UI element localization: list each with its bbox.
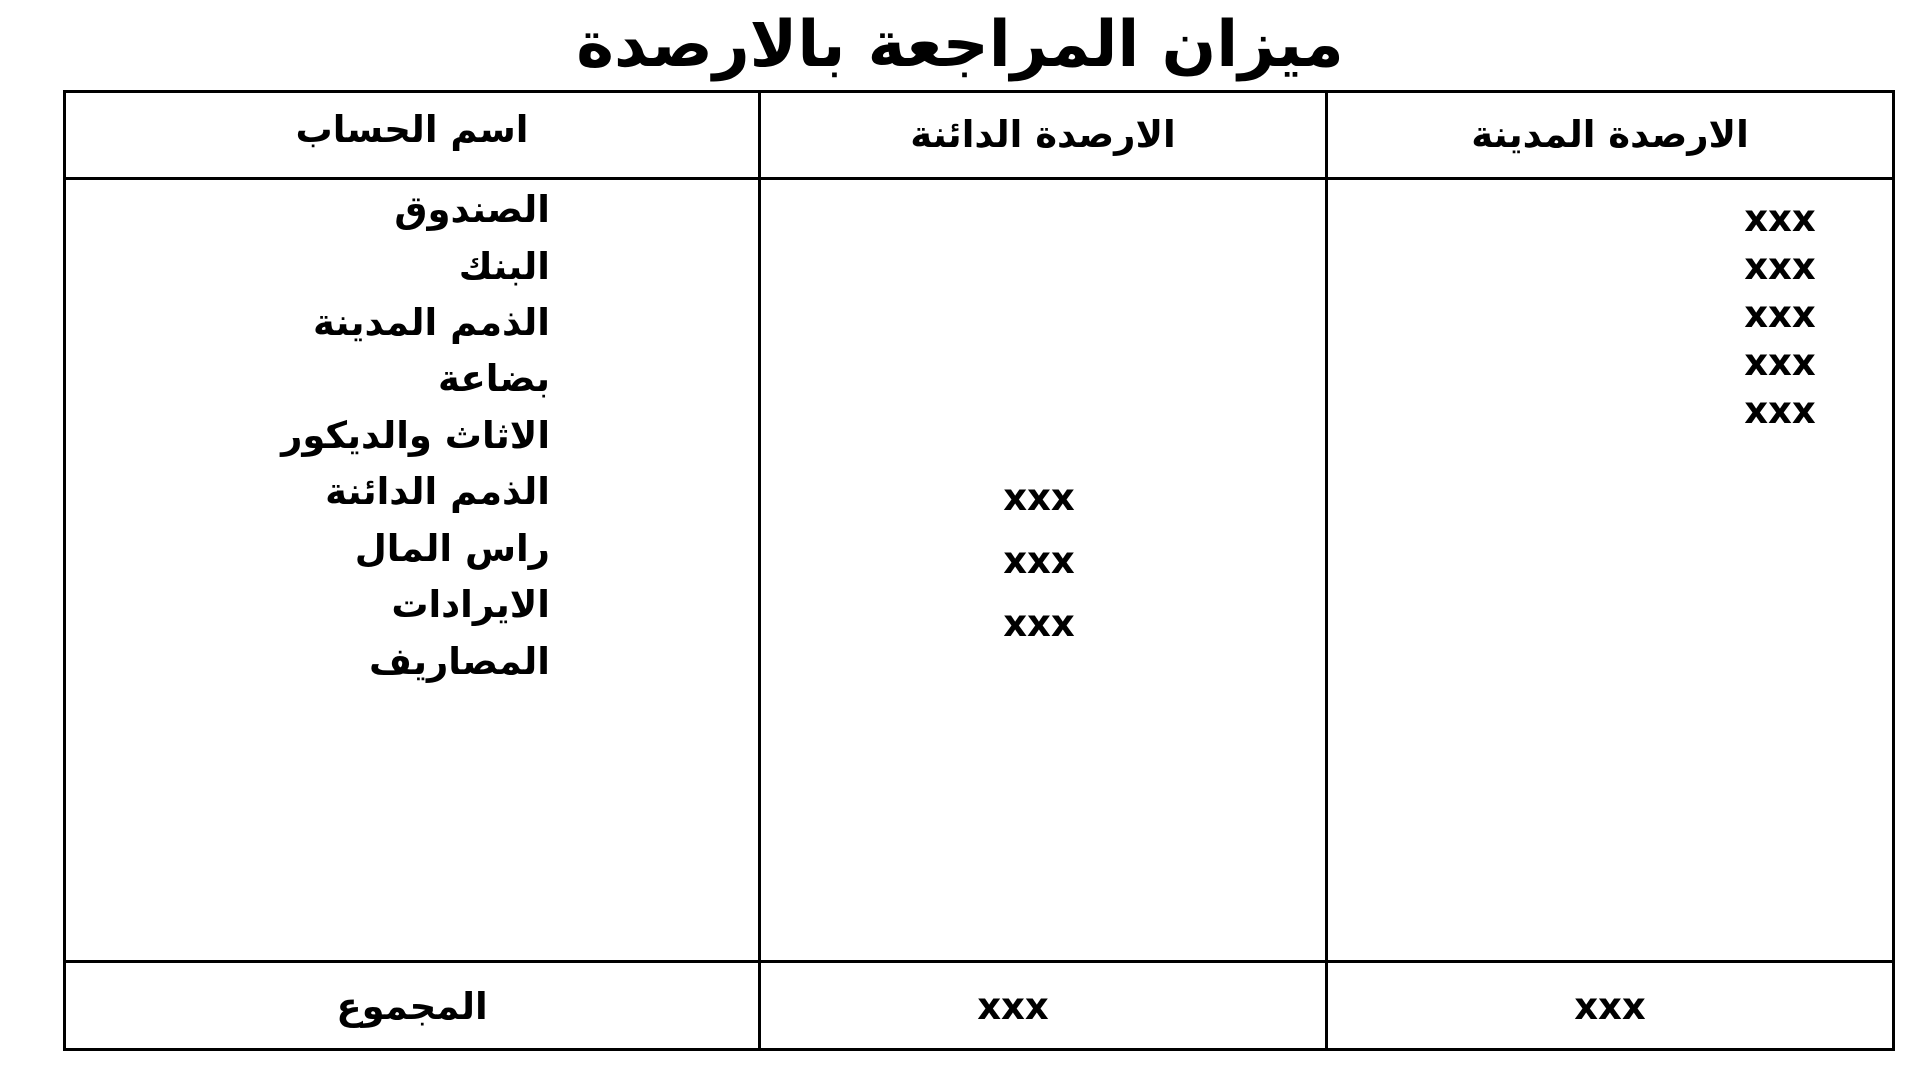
debit-value: xxx (1744, 389, 1816, 432)
account-cash: الصندوق (394, 188, 550, 231)
header-debit-balances: الارصدة المدينة (1471, 113, 1749, 156)
header-credit-balances: الارصدة الدائنة (910, 113, 1176, 156)
header-divider (63, 177, 1895, 180)
totals-label: المجموع (336, 985, 488, 1028)
column-divider-debit-credit (1325, 90, 1328, 1051)
total-credit: xxx (977, 985, 1049, 1028)
account-payables: الذمم الدائنة (325, 470, 550, 513)
credit-value: xxx (1003, 539, 1075, 582)
totals-divider (63, 960, 1895, 963)
account-capital: راس المال (354, 527, 550, 570)
account-revenues: الايرادات (391, 583, 550, 626)
account-receivables: الذمم المدينة (313, 301, 550, 344)
credit-value: xxx (1003, 602, 1075, 645)
account-inventory: بضاعة (438, 357, 550, 400)
debit-value: xxx (1744, 341, 1816, 384)
column-divider-credit-account (758, 90, 761, 1051)
account-expenses: المصاريف (369, 640, 550, 683)
total-debit: xxx (1574, 985, 1646, 1028)
credit-value: xxx (1003, 476, 1075, 519)
debit-value: xxx (1744, 197, 1816, 240)
header-account-name: اسم الحساب (295, 108, 529, 151)
account-bank: البنك (458, 245, 550, 288)
debit-value: xxx (1744, 245, 1816, 288)
page-title: ميزان المراجعة بالارصدة (576, 8, 1344, 82)
debit-value: xxx (1744, 293, 1816, 336)
account-furniture-decor: الاثاث والديكور (281, 414, 550, 457)
